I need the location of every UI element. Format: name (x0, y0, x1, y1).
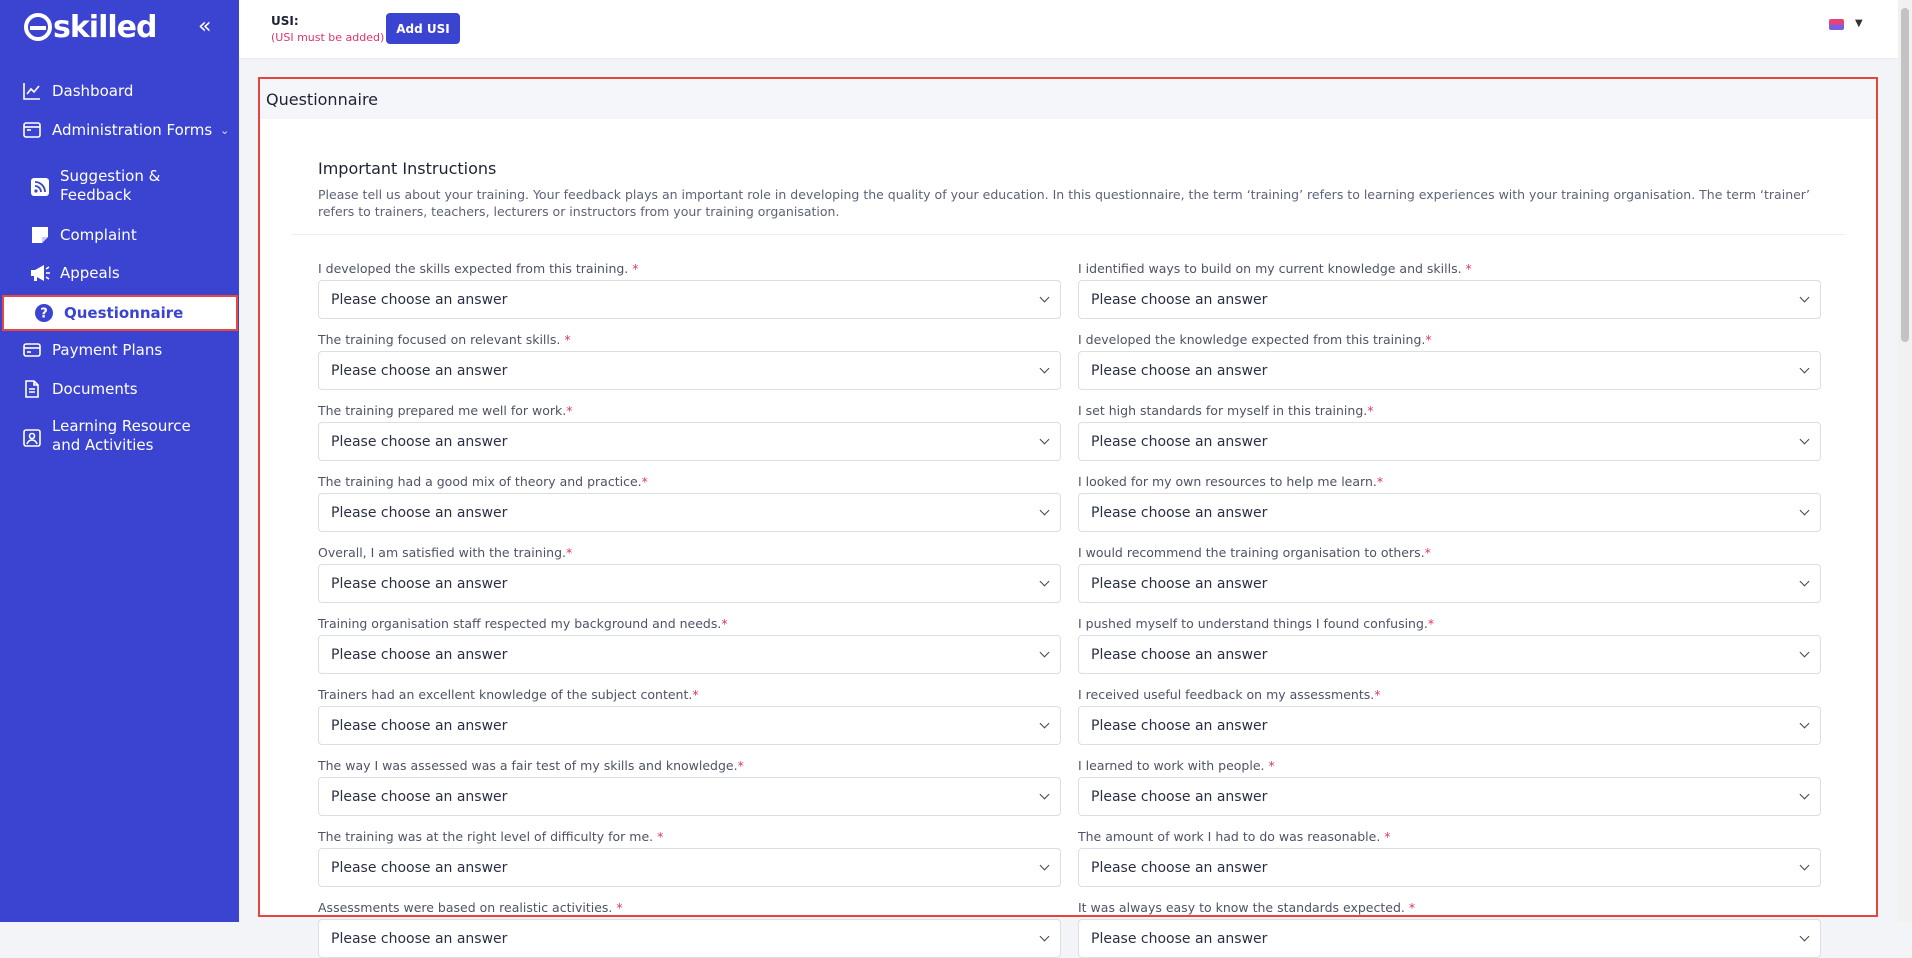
question-label: The training focused on relevant skills. * (318, 332, 571, 347)
answer-select[interactable] (1078, 848, 1821, 887)
question-label: I pushed myself to understand things I found confusing.* (1078, 616, 1435, 631)
divider (292, 234, 1846, 235)
answer-placeholder: Please choose an answer (1091, 930, 1268, 947)
answer-select[interactable] (318, 422, 1061, 461)
answer-select[interactable] (318, 280, 1061, 319)
question-item (1078, 828, 1821, 887)
chevron-down-icon (1800, 577, 1810, 587)
answer-placeholder: Please choose an answer (1091, 859, 1268, 876)
instructions-text: Please tell us about your training. Your feedback plays an important role in developing the quality of your education. In this questionnaire, the term ‘training’ refers to learning experiences with your training organisation. The term ‘trainer’ refers to trainers, teachers, lecturers or instructors from your training organisation. (318, 187, 1810, 219)
question-label: I developed the knowledge expected from this training.* (1078, 332, 1432, 347)
required-asterisk: * (692, 687, 699, 702)
window-icon (21, 119, 43, 141)
instructions-title: Important Instructions (318, 159, 497, 178)
answer-placeholder: Please choose an answer (1091, 433, 1268, 450)
eskilled-logo[interactable] (24, 10, 156, 45)
question-item (1078, 899, 1821, 958)
question-item (1078, 331, 1821, 390)
answer-select[interactable] (318, 777, 1061, 816)
panel-title: Questionnaire (260, 79, 1876, 119)
person-board-icon (21, 427, 43, 449)
chevron-down-icon (1040, 435, 1050, 445)
nav-complaint[interactable] (0, 222, 239, 248)
required-asterisk: * (1425, 332, 1432, 347)
question-label: Assessments were based on realistic activities. * (318, 900, 623, 915)
answer-placeholder: Please choose an answer (331, 717, 508, 734)
question-item (1078, 473, 1821, 532)
question-circle-icon (33, 302, 55, 324)
question-label: The training was at the right level of difficulty for me. * (318, 829, 664, 844)
chevron-down-icon (1800, 506, 1810, 516)
nav-appeals-label: Appeals (60, 264, 120, 282)
chevron-down-icon (1040, 506, 1050, 516)
logo-e-icon (24, 13, 52, 41)
collapse-sidebar-icon[interactable]: « (198, 14, 212, 39)
question-item (318, 473, 1061, 532)
answer-select[interactable] (318, 564, 1061, 603)
chevron-down-icon (1800, 364, 1810, 374)
nav-payment-plans[interactable] (0, 337, 239, 363)
answer-select[interactable] (1078, 280, 1821, 319)
answer-placeholder: Please choose an answer (331, 362, 508, 379)
required-asterisk: * (657, 829, 664, 844)
nav-administration-forms-label: Administration Forms (52, 121, 213, 139)
question-label: The training had a good mix of theory and practice.* (318, 474, 648, 489)
question-item (318, 331, 1061, 390)
question-item (318, 544, 1061, 603)
required-asterisk: * (1384, 829, 1391, 844)
answer-select[interactable] (1078, 564, 1821, 603)
answer-select[interactable] (318, 635, 1061, 674)
answer-placeholder: Please choose an answer (331, 646, 508, 663)
answer-placeholder: Please choose an answer (331, 575, 508, 592)
chevron-down-icon (1800, 932, 1810, 942)
nav-documents-label: Documents (52, 380, 138, 398)
usi-warning: (USI must be added) (271, 31, 385, 44)
nav-dashboard[interactable] (0, 78, 239, 104)
answer-select[interactable] (318, 706, 1061, 745)
question-label: It was always easy to know the standards expected. * (1078, 900, 1416, 915)
document-icon (21, 378, 43, 400)
scrollbar-thumb[interactable] (1901, 8, 1909, 342)
note-icon (29, 224, 51, 246)
question-label: Overall, I am satisfied with the training.* (318, 545, 573, 560)
chevron-down-icon (1040, 577, 1050, 587)
nav-appeals[interactable] (0, 260, 239, 286)
chevron-down-icon (1800, 790, 1810, 800)
rss-icon (29, 176, 51, 198)
question-item (1078, 615, 1821, 674)
chevron-down-icon (1040, 293, 1050, 303)
chevron-down-icon (1040, 790, 1050, 800)
required-asterisk: * (566, 403, 573, 418)
question-label: Training organisation staff respected my background and needs.* (318, 616, 728, 631)
question-item (1078, 686, 1821, 745)
top-bar (239, 0, 1912, 59)
chevron-down-icon (1040, 719, 1050, 729)
required-asterisk: * (566, 545, 573, 560)
nav-complaint-label: Complaint (60, 226, 137, 244)
question-item (318, 260, 1061, 319)
answer-placeholder: Please choose an answer (331, 788, 508, 805)
answer-placeholder: Please choose an answer (331, 930, 508, 947)
caret-down-icon[interactable]: ▼ (1855, 18, 1863, 29)
usi-label: USI: (271, 14, 299, 28)
chevron-down-icon (1040, 648, 1050, 658)
nav-questionnaire[interactable] (2, 295, 238, 331)
add-usi-button[interactable]: Add USI (386, 13, 460, 44)
nav-learning-resources-label: Learning Resource and Activities (52, 417, 191, 454)
nav-dashboard-label: Dashboard (52, 82, 134, 100)
question-label: I set high standards for myself in this training.* (1078, 403, 1374, 418)
question-item (1078, 757, 1821, 816)
language-flag-icon[interactable] (1829, 19, 1844, 30)
required-asterisk: * (616, 900, 623, 915)
question-label: I learned to work with people. * (1078, 758, 1275, 773)
answer-select[interactable] (318, 919, 1061, 958)
question-label: I identified ways to build on my current knowledge and skills. * (1078, 261, 1472, 276)
question-item (1078, 544, 1821, 603)
required-asterisk: * (1374, 687, 1381, 702)
nav-learning-resources[interactable] (0, 417, 239, 459)
question-label: I would recommend the training organisation to others.* (1078, 545, 1431, 560)
answer-placeholder: Please choose an answer (331, 291, 508, 308)
questionnaire-panel (258, 77, 1878, 947)
required-asterisk: * (1408, 900, 1416, 915)
chevron-down-icon: ⌄ (220, 123, 230, 137)
answer-select[interactable] (1078, 422, 1821, 461)
required-asterisk: * (721, 616, 728, 631)
question-item (318, 757, 1061, 816)
chevron-down-icon (1800, 435, 1810, 445)
required-asterisk: * (737, 758, 744, 773)
question-label: The training prepared me well for work.* (318, 403, 573, 418)
required-asterisk: * (1424, 545, 1431, 560)
megaphone-icon (29, 262, 51, 284)
logo-text: skilled (53, 10, 157, 45)
answer-placeholder: Please choose an answer (331, 433, 508, 450)
answer-select[interactable] (1078, 493, 1821, 532)
answer-placeholder: Please choose an answer (1091, 504, 1268, 521)
answer-select[interactable] (1078, 351, 1821, 390)
chevron-down-icon (1800, 719, 1810, 729)
required-asterisk: * (1427, 616, 1435, 631)
question-item (318, 828, 1061, 887)
answer-placeholder: Please choose an answer (331, 504, 508, 521)
nav-suggestion-feedback[interactable] (0, 167, 239, 207)
nav-administration-forms[interactable] (0, 117, 239, 143)
answer-placeholder: Please choose an answer (1091, 291, 1268, 308)
answer-select[interactable] (1078, 777, 1821, 816)
required-asterisk: * (564, 332, 571, 347)
question-label: The amount of work I had to do was reasonable. * (1078, 829, 1391, 844)
required-asterisk: * (1268, 758, 1275, 773)
question-item (318, 402, 1061, 461)
question-item (318, 899, 1061, 958)
credit-card-icon (21, 339, 43, 361)
answer-select[interactable] (1078, 635, 1821, 674)
answer-placeholder: Please choose an answer (1091, 788, 1268, 805)
chevron-down-icon (1040, 932, 1050, 942)
answer-placeholder: Please choose an answer (331, 859, 508, 876)
nav-questionnaire-label: Questionnaire (64, 304, 184, 322)
answer-placeholder: Please choose an answer (1091, 717, 1268, 734)
question-label: I developed the skills expected from this training. * (318, 261, 639, 276)
answer-placeholder: Please choose an answer (1091, 575, 1268, 592)
chevron-down-icon (1800, 861, 1810, 871)
answer-select[interactable] (1078, 919, 1821, 958)
nav-payment-plans-label: Payment Plans (52, 341, 163, 359)
question-label: The way I was assessed was a fair test of my skills and knowledge.* (318, 758, 744, 773)
answer-placeholder: Please choose an answer (1091, 362, 1268, 379)
chart-line-icon (21, 80, 43, 102)
svg-text:?: ? (40, 306, 48, 322)
question-label: I looked for my own resources to help me learn.* (1078, 474, 1384, 489)
sidebar (0, 0, 239, 922)
question-item (1078, 260, 1821, 319)
chevron-down-icon (1800, 293, 1810, 303)
required-asterisk: * (1465, 261, 1472, 276)
answer-select[interactable] (318, 351, 1061, 390)
required-asterisk: * (632, 261, 639, 276)
chevron-down-icon (1800, 648, 1810, 658)
required-asterisk: * (641, 474, 648, 489)
required-asterisk: * (1376, 474, 1384, 489)
answer-select[interactable] (1078, 706, 1821, 745)
nav-suggestion-feedback-label: Suggestion & Feedback (60, 167, 161, 204)
answer-select[interactable] (318, 848, 1061, 887)
question-item (318, 615, 1061, 674)
answer-placeholder: Please choose an answer (1091, 646, 1268, 663)
question-item (1078, 402, 1821, 461)
answer-select[interactable] (318, 493, 1061, 532)
required-asterisk: * (1367, 403, 1374, 418)
nav-documents[interactable] (0, 376, 239, 402)
question-label: Trainers had an excellent knowledge of the subject content.* (318, 687, 699, 702)
chevron-down-icon (1040, 364, 1050, 374)
question-label: I received useful feedback on my assessments.* (1078, 687, 1381, 702)
chevron-down-icon (1040, 861, 1050, 871)
question-item (318, 686, 1061, 745)
